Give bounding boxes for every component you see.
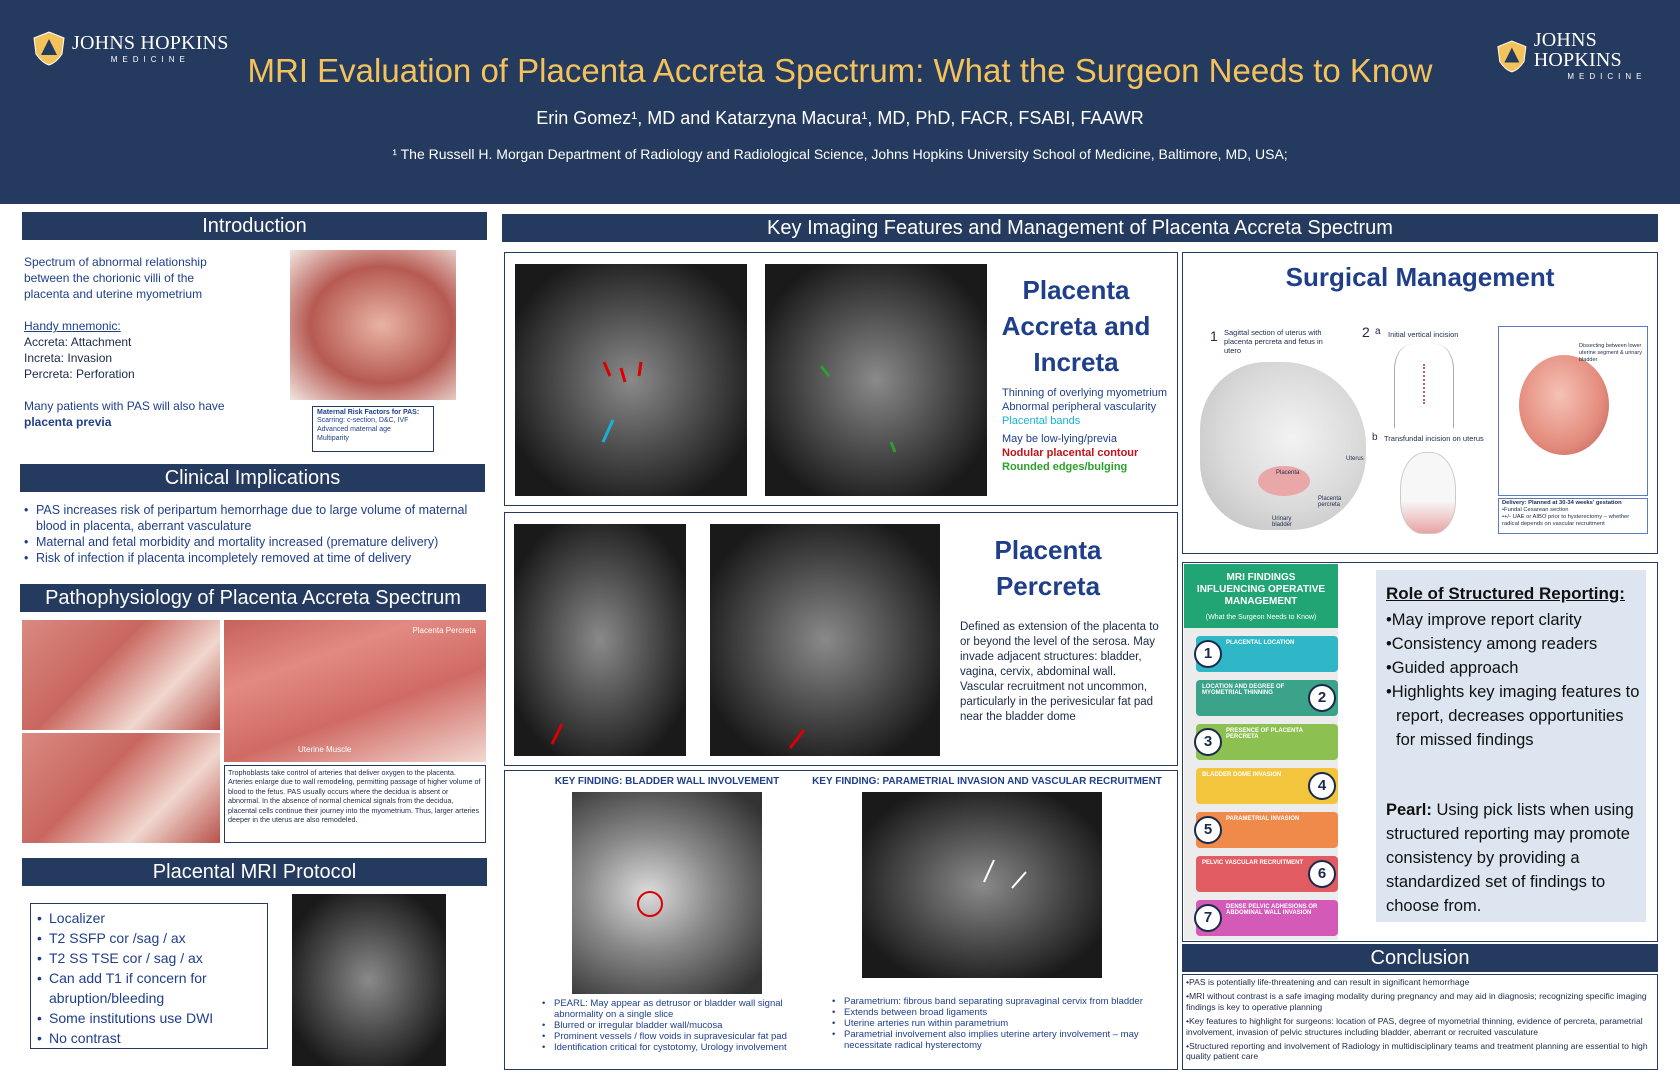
- mnemonic-increta: Increta: Invasion: [24, 351, 113, 365]
- clinical-item: • Risk of infection if placenta incompletely removed at time of delivery: [22, 550, 484, 566]
- patho-illustration-2: [22, 733, 220, 843]
- risk-1: Scarring: c-section, D&C, IVF: [317, 417, 409, 424]
- bladder-item: • PEARL: May appear as detrusor or bladder wall signal abnormality on a single slice: [540, 998, 790, 1020]
- label-uterus: Uterus: [1346, 456, 1364, 462]
- accreta-title: Placenta Accreta and Increta: [1001, 275, 1151, 377]
- protocol-item: • T2 SS TSE cor / sag / ax: [35, 948, 263, 968]
- transfundal-illustration: [1400, 452, 1456, 534]
- finding-number: 4: [1308, 772, 1336, 800]
- protocol-item: • No contrast: [35, 1028, 263, 1048]
- finding-number: 6: [1308, 860, 1336, 888]
- protocol-box: [30, 903, 268, 1049]
- infographic-subtitle: (What the Surgeon Needs to Know): [1205, 614, 1317, 621]
- logo-sub: MEDICINE: [1567, 72, 1647, 81]
- delivery-item: •+/- UAE or AIBO prior to hysterectomy – whether radical depends on vascular recruitment: [1502, 514, 1630, 527]
- finding-label: BLADDER DOME INVASION: [1202, 772, 1282, 778]
- pearl-text: Using pick lists when using structured reporting may promote consistency by providing a standardized set of findings to choose from.: [1386, 801, 1634, 915]
- pregnant-uterus-illustration: [290, 250, 456, 400]
- step-2a-label: Initial vertical incision: [1388, 330, 1459, 339]
- finding-row: [1196, 768, 1338, 804]
- structured-list: [1386, 608, 1641, 752]
- mnemonic-title: Handy mnemonic:: [24, 319, 121, 333]
- bladder-finding-title: KEY FINDING: BLADDER WALL INVOLVEMENT: [554, 776, 780, 787]
- protocol-item: • T2 SSFP cor /sag / ax: [35, 928, 263, 948]
- previa-text: Many patients with PAS will also have: [24, 399, 225, 413]
- clinical-heading: Clinical Implications: [20, 464, 485, 492]
- accreta-f1: Thinning of overlying myometrium: [1002, 387, 1168, 399]
- clinical-list: [22, 502, 484, 566]
- accreta-f2: Abnormal peripheral vascularity: [1002, 401, 1157, 413]
- bladder-item: • Identification critical for cystotomy, Urology involvement: [540, 1042, 790, 1053]
- pearl-paragraph: [1386, 798, 1644, 918]
- label-uterine-muscle: Uterine Muscle: [298, 745, 352, 754]
- mnemonic-accreta: Accreta: Attachment: [24, 335, 132, 349]
- protocol-item: • Can add T1 if concern for abruption/bleeding: [35, 968, 263, 1008]
- bladder-item: • Blurred or irregular bladder wall/mucosa: [540, 1020, 790, 1031]
- step-2b-label: Transfundal incision on uterus: [1384, 434, 1484, 443]
- parametrial-mri-image: [862, 792, 1102, 978]
- previa-bold: placenta previa: [24, 415, 112, 429]
- pearl-label: Pearl:: [1386, 801, 1432, 819]
- mnemonic-percreta: Percreta: Perforation: [24, 367, 135, 381]
- finding-label: PRESENCE OF PLACENTA PERCRETA: [1226, 728, 1303, 740]
- risk-3: Multiparity: [317, 435, 349, 442]
- percreta-text: Defined as extension of the placenta to or beyond the level of the serosa. May invade adjacent structures: bladder, vagina, cervix, abdominal wall. Vascular recruitment not uncommon, particularly in the perivesicular fat pad near the bladder dome: [960, 621, 1159, 723]
- label-placenta: Placenta: [1276, 470, 1300, 476]
- structured-item: •May improve report clarity: [1386, 611, 1582, 629]
- finding-number: 3: [1194, 728, 1222, 756]
- finding-row: [1196, 724, 1338, 760]
- conclusion-item: •PAS is potentially life-threatening and can result in significant hemorrhage: [1186, 977, 1470, 987]
- finding-number: 2: [1308, 684, 1336, 712]
- finding-label: PLACENTAL LOCATION: [1226, 640, 1295, 646]
- conclusion-list: [1186, 977, 1654, 1062]
- step-2a-letter: a: [1375, 326, 1381, 337]
- authors: Erin Gomez¹, MD and Katarzyna Macura¹, MD, PhD, FACR, FSABI, FAAWR: [536, 108, 1144, 128]
- abdomen-outline-illustration: [1394, 344, 1454, 428]
- finding-label: LOCATION AND DEGREE OF MYOMETRIAL THINNING: [1202, 684, 1285, 696]
- dissection-illustration: [1519, 355, 1609, 455]
- finding-number: 7: [1194, 904, 1222, 932]
- bladder-finding-list: [540, 998, 790, 1053]
- conclusion-box: [1182, 974, 1658, 1070]
- percreta-mri-2: [710, 524, 940, 756]
- step-1-number: 1: [1210, 328, 1218, 344]
- accreta-f5: Nodular placental contour: [1002, 447, 1139, 459]
- conclusion-item: •Structured reporting and involvement of Radiology in multidisciplinary teams and treatment planning are essential to high quality patient care: [1186, 1041, 1648, 1062]
- risk-title: Maternal Risk Factors for PAS:: [317, 409, 420, 416]
- conclusion-heading: Conclusion: [1182, 944, 1658, 972]
- parametrial-item: • Parametrial involvement also implies uterine artery involvement – may necessitate radical hysterectomy: [830, 1029, 1150, 1051]
- structured-title: Role of Structured Reporting:: [1386, 584, 1625, 603]
- finding-row: [1196, 856, 1338, 892]
- logo-name: JOHNS HOPKINS: [72, 31, 229, 54]
- surgical-title: Surgical Management: [1285, 262, 1555, 292]
- parametrial-item: • Uterine arteries run within parametrium: [830, 1018, 1150, 1029]
- mri-findings-infographic: [1184, 564, 1338, 940]
- accreta-f6: Rounded edges/bulging: [1002, 461, 1128, 473]
- percreta-mri-1: [514, 524, 686, 756]
- finding-label: DENSE PELVIC ADHESIONS OR ABDOMINAL WALL INVASION: [1226, 904, 1318, 916]
- protocol-mri-image: [292, 894, 446, 1066]
- parametrial-item: • Parametrium: fibrous band separating supravaginal cervix from bladder: [830, 996, 1150, 1007]
- protocol-item: • Localizer: [35, 908, 263, 928]
- accreta-mri-1: [515, 264, 747, 496]
- dissection-illustration-box: [1498, 326, 1648, 496]
- finding-row: [1196, 636, 1338, 672]
- structured-item: •Guided approach: [1386, 659, 1519, 677]
- accreta-f4: May be low-lying/previa: [1002, 433, 1117, 445]
- delivery-title: Delivery: Planned at 30-34 weeks' gestation: [1502, 500, 1622, 506]
- finding-number: 5: [1194, 816, 1222, 844]
- structured-item: •Consistency among readers: [1386, 635, 1598, 653]
- conclusion-item: •MRI without contrast is a safe imaging modality during pregnancy and may aid in diagnosis; recognizing specific imaging findings is key to operative planning: [1186, 991, 1647, 1012]
- label-urinary-bladder: Urinary bladder: [1272, 516, 1293, 528]
- key-imaging-heading: Key Imaging Features and Management of Placenta Accreta Spectrum: [502, 214, 1658, 242]
- patho-illustration-3: [224, 620, 486, 762]
- protocol-item: • Some institutions use DWI: [35, 1008, 263, 1028]
- step-2b-letter: b: [1372, 432, 1378, 443]
- intro-definition: Spectrum of abnormal relationship between the chorionic villi of the placenta and uterine myometrium: [24, 255, 207, 301]
- structured-reporting-panel: [1376, 570, 1646, 922]
- label-dissecting: Dissecting between lower uterine segment & urinary bladder: [1579, 343, 1642, 363]
- accreta-mri-2: [765, 264, 987, 496]
- logo-sub: MEDICINE: [110, 54, 190, 64]
- finding-label: PELVIC VASCULAR RECRUITMENT: [1202, 860, 1304, 866]
- bladder-item: • Prominent vessels / flow voids in supravesicular fat pad: [540, 1031, 790, 1042]
- label-placenta-percreta: Placenta Percreta: [412, 626, 476, 635]
- clinical-item: • PAS increases risk of peripartum hemorrhage due to large volume of maternal blood in placenta, aberrant vasculature: [22, 502, 484, 534]
- logo-name: JOHNS HOPKINS: [1533, 29, 1622, 71]
- finding-row: [1196, 812, 1338, 848]
- infographic-header: [1184, 564, 1338, 628]
- risk-2: Advanced maternal age: [317, 426, 391, 433]
- parametrial-finding-title: KEY FINDING: PARAMETRIAL INVASION AND VASCULAR RECRUITMENT: [812, 776, 1162, 787]
- protocol-heading: Placental MRI Protocol: [22, 858, 487, 886]
- structured-item: •Highlights key imaging features to report, decreases opportunities for missed findings: [1386, 683, 1640, 749]
- patho-illustration-1: [22, 620, 220, 730]
- step-2-number: 2: [1362, 324, 1370, 340]
- finding-number: 1: [1194, 640, 1222, 668]
- bladder-mri-image: [572, 792, 762, 994]
- percreta-title: Placenta Percreta: [994, 535, 1102, 601]
- delivery-box: [1498, 498, 1648, 534]
- poster-header: [0, 0, 1680, 204]
- step-1-label: Sagittal section of uterus with placenta percreta and fetus in utero: [1224, 328, 1323, 355]
- finding-row: [1196, 900, 1338, 936]
- clinical-item: • Maternal and fetal morbidity and mortality increased (premature delivery): [22, 534, 484, 550]
- delivery-item: •Fundal Cesarean section: [1502, 507, 1569, 513]
- introduction-heading: Introduction: [22, 212, 487, 240]
- conclusion-item: •Key features to highlight for surgeons: location of PAS, degree of myometrial thinning, evidence of percreta, parametrial involvement, invasion of pelvic structures including bladder, aberrant or recruited vasculature: [1186, 1016, 1643, 1037]
- infographic-title: MRI FINDINGS INFLUENCING OPERATIVE MANAGEMENT: [1196, 572, 1326, 607]
- vertical-incision: [1423, 364, 1425, 404]
- risk-factors-box: [312, 406, 434, 452]
- affiliation: ¹ The Russell H. Morgan Department of Radiology and Radiological Science, Johns Hopkins University School of Medicine, Baltimore, MD, USA;: [392, 146, 1288, 162]
- patho-caption: Trophoblasts take control of arteries that deliver oxygen to the placenta. Arteries enlarge due to wall remodeling, permitting passage of higher volume of blood to the fetus. PAS usually occurs where the decidua is absent or abnormal. In the absence of normal chemical signals from the decidua, placental cells continue their journey into the myometrium. Thus, larger arteries deeper in the uterus are also remodeled.: [224, 765, 486, 843]
- parametrial-finding-list: [830, 996, 1150, 1051]
- accreta-f3: Placental bands: [1002, 415, 1081, 427]
- finding-label: PARAMETRIAL INVASION: [1226, 816, 1300, 822]
- finding-row: [1196, 680, 1338, 716]
- parametrial-item: • Extends between broad ligaments: [830, 1007, 1150, 1018]
- label-placenta-percreta-surg: Placenta percreta: [1318, 496, 1342, 508]
- patho-heading: Pathophysiology of Placenta Accreta Spectrum: [20, 584, 486, 612]
- poster-title: MRI Evaluation of Placenta Accreta Spectrum: What the Surgeon Needs to Know: [247, 52, 1433, 89]
